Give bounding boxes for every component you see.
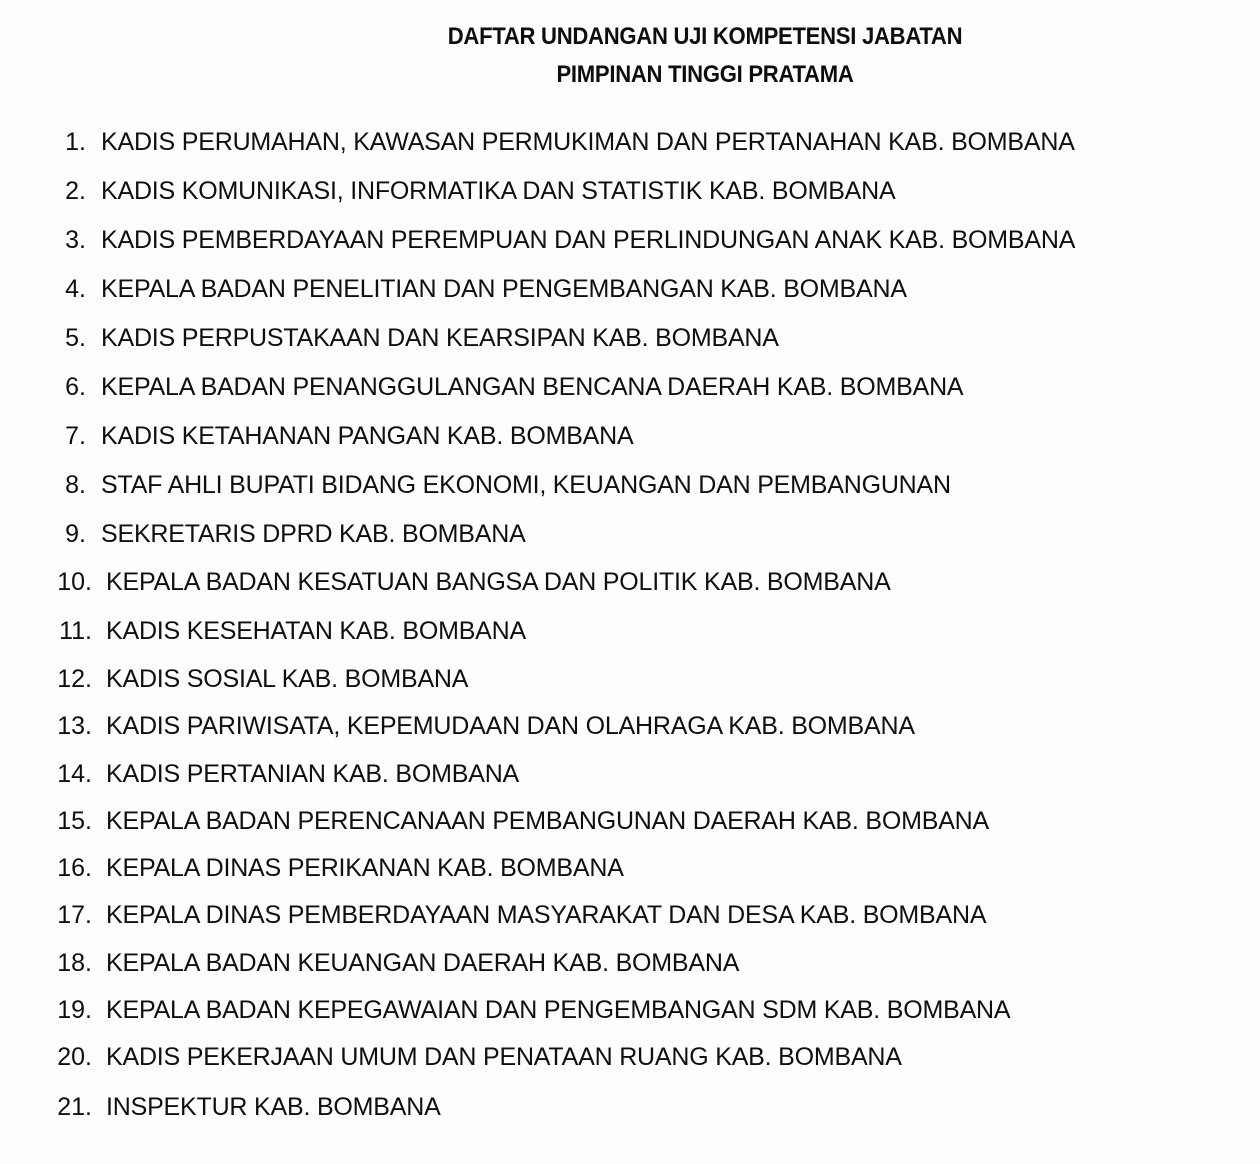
item-text: KEPALA DINAS PERIKANAN KAB. BOMBANA [106, 854, 624, 882]
item-text: KADIS PERUMAHAN, KAWASAN PERMUKIMAN DAN PERTANAHAN KAB. BOMBANA [101, 128, 1075, 156]
item-number: 18. [57, 949, 92, 977]
item-text: KEPALA DINAS PEMBERDAYAAN MASYARAKAT DAN DESA KAB. BOMBANA [106, 901, 987, 929]
item-text: KEPALA BADAN PENELITIAN DAN PENGEMBANGAN KAB. BOMBANA [101, 275, 907, 303]
item-number: 12. [57, 665, 92, 693]
item-text: KADIS KETAHANAN PANGAN KAB. BOMBANA [101, 422, 634, 450]
item-text: KEPALA BADAN KEUANGAN DAERAH KAB. BOMBANA [106, 949, 740, 977]
item-number: 19. [57, 996, 92, 1024]
item-number: 3. [65, 226, 86, 254]
item-number: 8. [65, 471, 86, 499]
item-number: 20. [57, 1043, 92, 1071]
item-text: SEKRETARIS DPRD KAB. BOMBANA [101, 520, 526, 548]
item-text: INSPEKTUR KAB. BOMBANA [106, 1093, 441, 1121]
item-text: KEPALA BADAN KESATUAN BANGSA DAN POLITIK KAB. BOMBANA [106, 568, 891, 596]
item-number: 17. [57, 901, 92, 929]
item-text: KADIS KOMUNIKASI, INFORMATIKA DAN STATISTIK KAB. BOMBANA [101, 177, 896, 205]
item-text: KADIS PERPUSTAKAAN DAN KEARSIPAN KAB. BOMBANA [101, 324, 779, 352]
item-number: 2. [65, 177, 86, 205]
document-title [0, 18, 1260, 94]
item-number: 13. [57, 712, 92, 740]
item-text: KADIS PERTANIAN KAB. BOMBANA [106, 760, 520, 788]
item-number: 1. [65, 128, 86, 156]
item-text: KADIS SOSIAL KAB. BOMBANA [106, 665, 469, 693]
item-number: 9. [65, 520, 86, 548]
item-number: 10. [57, 568, 92, 596]
title-line-2: PIMPINAN TINGGI PRATAMA [556, 61, 854, 88]
item-text: KADIS PEMBERDAYAAN PEREMPUAN DAN PERLINDUNGAN ANAK KAB. BOMBANA [101, 226, 1076, 254]
item-number: 11. [59, 617, 92, 645]
item-number: 5. [65, 324, 86, 352]
item-text: STAF AHLI BUPATI BIDANG EKONOMI, KEUANGAN DAN PEMBANGUNAN [101, 471, 951, 499]
item-number: 15. [57, 807, 92, 835]
item-text: KEPALA BADAN PERENCANAAN PEMBANGUNAN DAERAH KAB. BOMBANA [106, 807, 990, 835]
item-text: KEPALA BADAN PENANGGULANGAN BENCANA DAERAH KAB. BOMBANA [101, 373, 964, 401]
item-text: KADIS KESEHATAN KAB. BOMBANA [106, 617, 526, 645]
title-line-1: DAFTAR UNDANGAN UJI KOMPETENSI JABATAN [447, 23, 963, 50]
item-number: 14. [57, 760, 92, 788]
item-text: KADIS PEKERJAAN UMUM DAN PENATAAN RUANG KAB. BOMBANA [106, 1043, 902, 1071]
item-number: 4. [65, 275, 86, 303]
item-number: 7. [65, 422, 86, 450]
item-number: 6. [65, 373, 86, 401]
item-number: 21. [57, 1093, 92, 1121]
item-text: KEPALA BADAN KEPEGAWAIAN DAN PENGEMBANGAN SDM KAB. BOMBANA [106, 996, 1011, 1024]
item-text: KADIS PARIWISATA, KEPEMUDAAN DAN OLAHRAGA KAB. BOMBANA [106, 712, 915, 740]
item-number: 16. [57, 854, 92, 882]
